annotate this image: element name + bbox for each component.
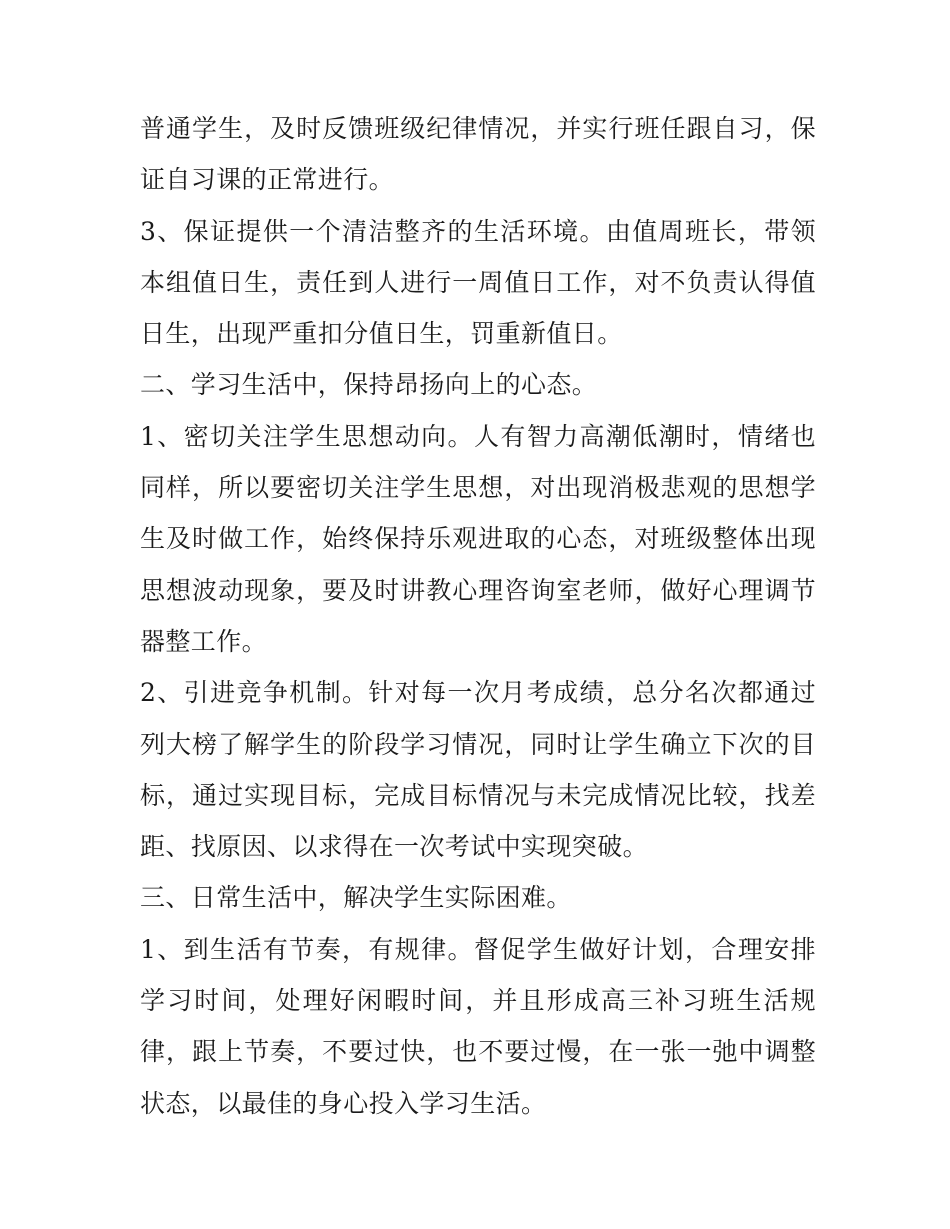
paragraph-item-1b: 1、到生活有节奏，有规律。督促学生做好计划，合理安排学习时间，处理好闲暇时间，并且形成高三补习班生活规律，跟上节奏，不要过快，也不要过慢，在一张一弛中调整状态，以最佳的身心投入学习生活。 [140, 934, 816, 1118]
paragraph-continuation: 普通学生，及时反馈班级纪律情况，并实行班任跟自习，保证自习课的正常进行。 [140, 114, 816, 195]
section-heading-3: 三、日常生活中，解决学生实际困难。 [140, 883, 572, 913]
paragraph-item-1: 1、密切关注学生思想动向。人有智力高潮低潮时，情绪也同样，所以要密切关注学生思想，对出现消极悲观的思想学生及时做工作，始终保持乐观进取的心态，对班级整体出现思想波动现象，要及时讲教心理咨询室老师，做好心理调节器整工作。 [140, 421, 816, 656]
section-heading-2: 二、学习生活中，保持昂扬向上的心态。 [140, 370, 598, 400]
paragraph-item-3: 3、保证提供一个清洁整齐的生活环境。由值周班长，带领本组值日生，责任到人进行一周值日工作，对不负责认得值日生，出现严重扣分值日生，罚重新值日。 [140, 216, 816, 349]
document-body [140, 103, 816, 1129]
paragraph-item-2: 2、引进竞争机制。针对每一次月考成绩，总分名次都通过列大榜了解学生的阶段学习情况，同时让学生确立下次的目标，通过实现目标，完成目标情况与未完成情况比较，找差距、找原因、以求得在一次考试中实现突破。 [140, 678, 816, 862]
